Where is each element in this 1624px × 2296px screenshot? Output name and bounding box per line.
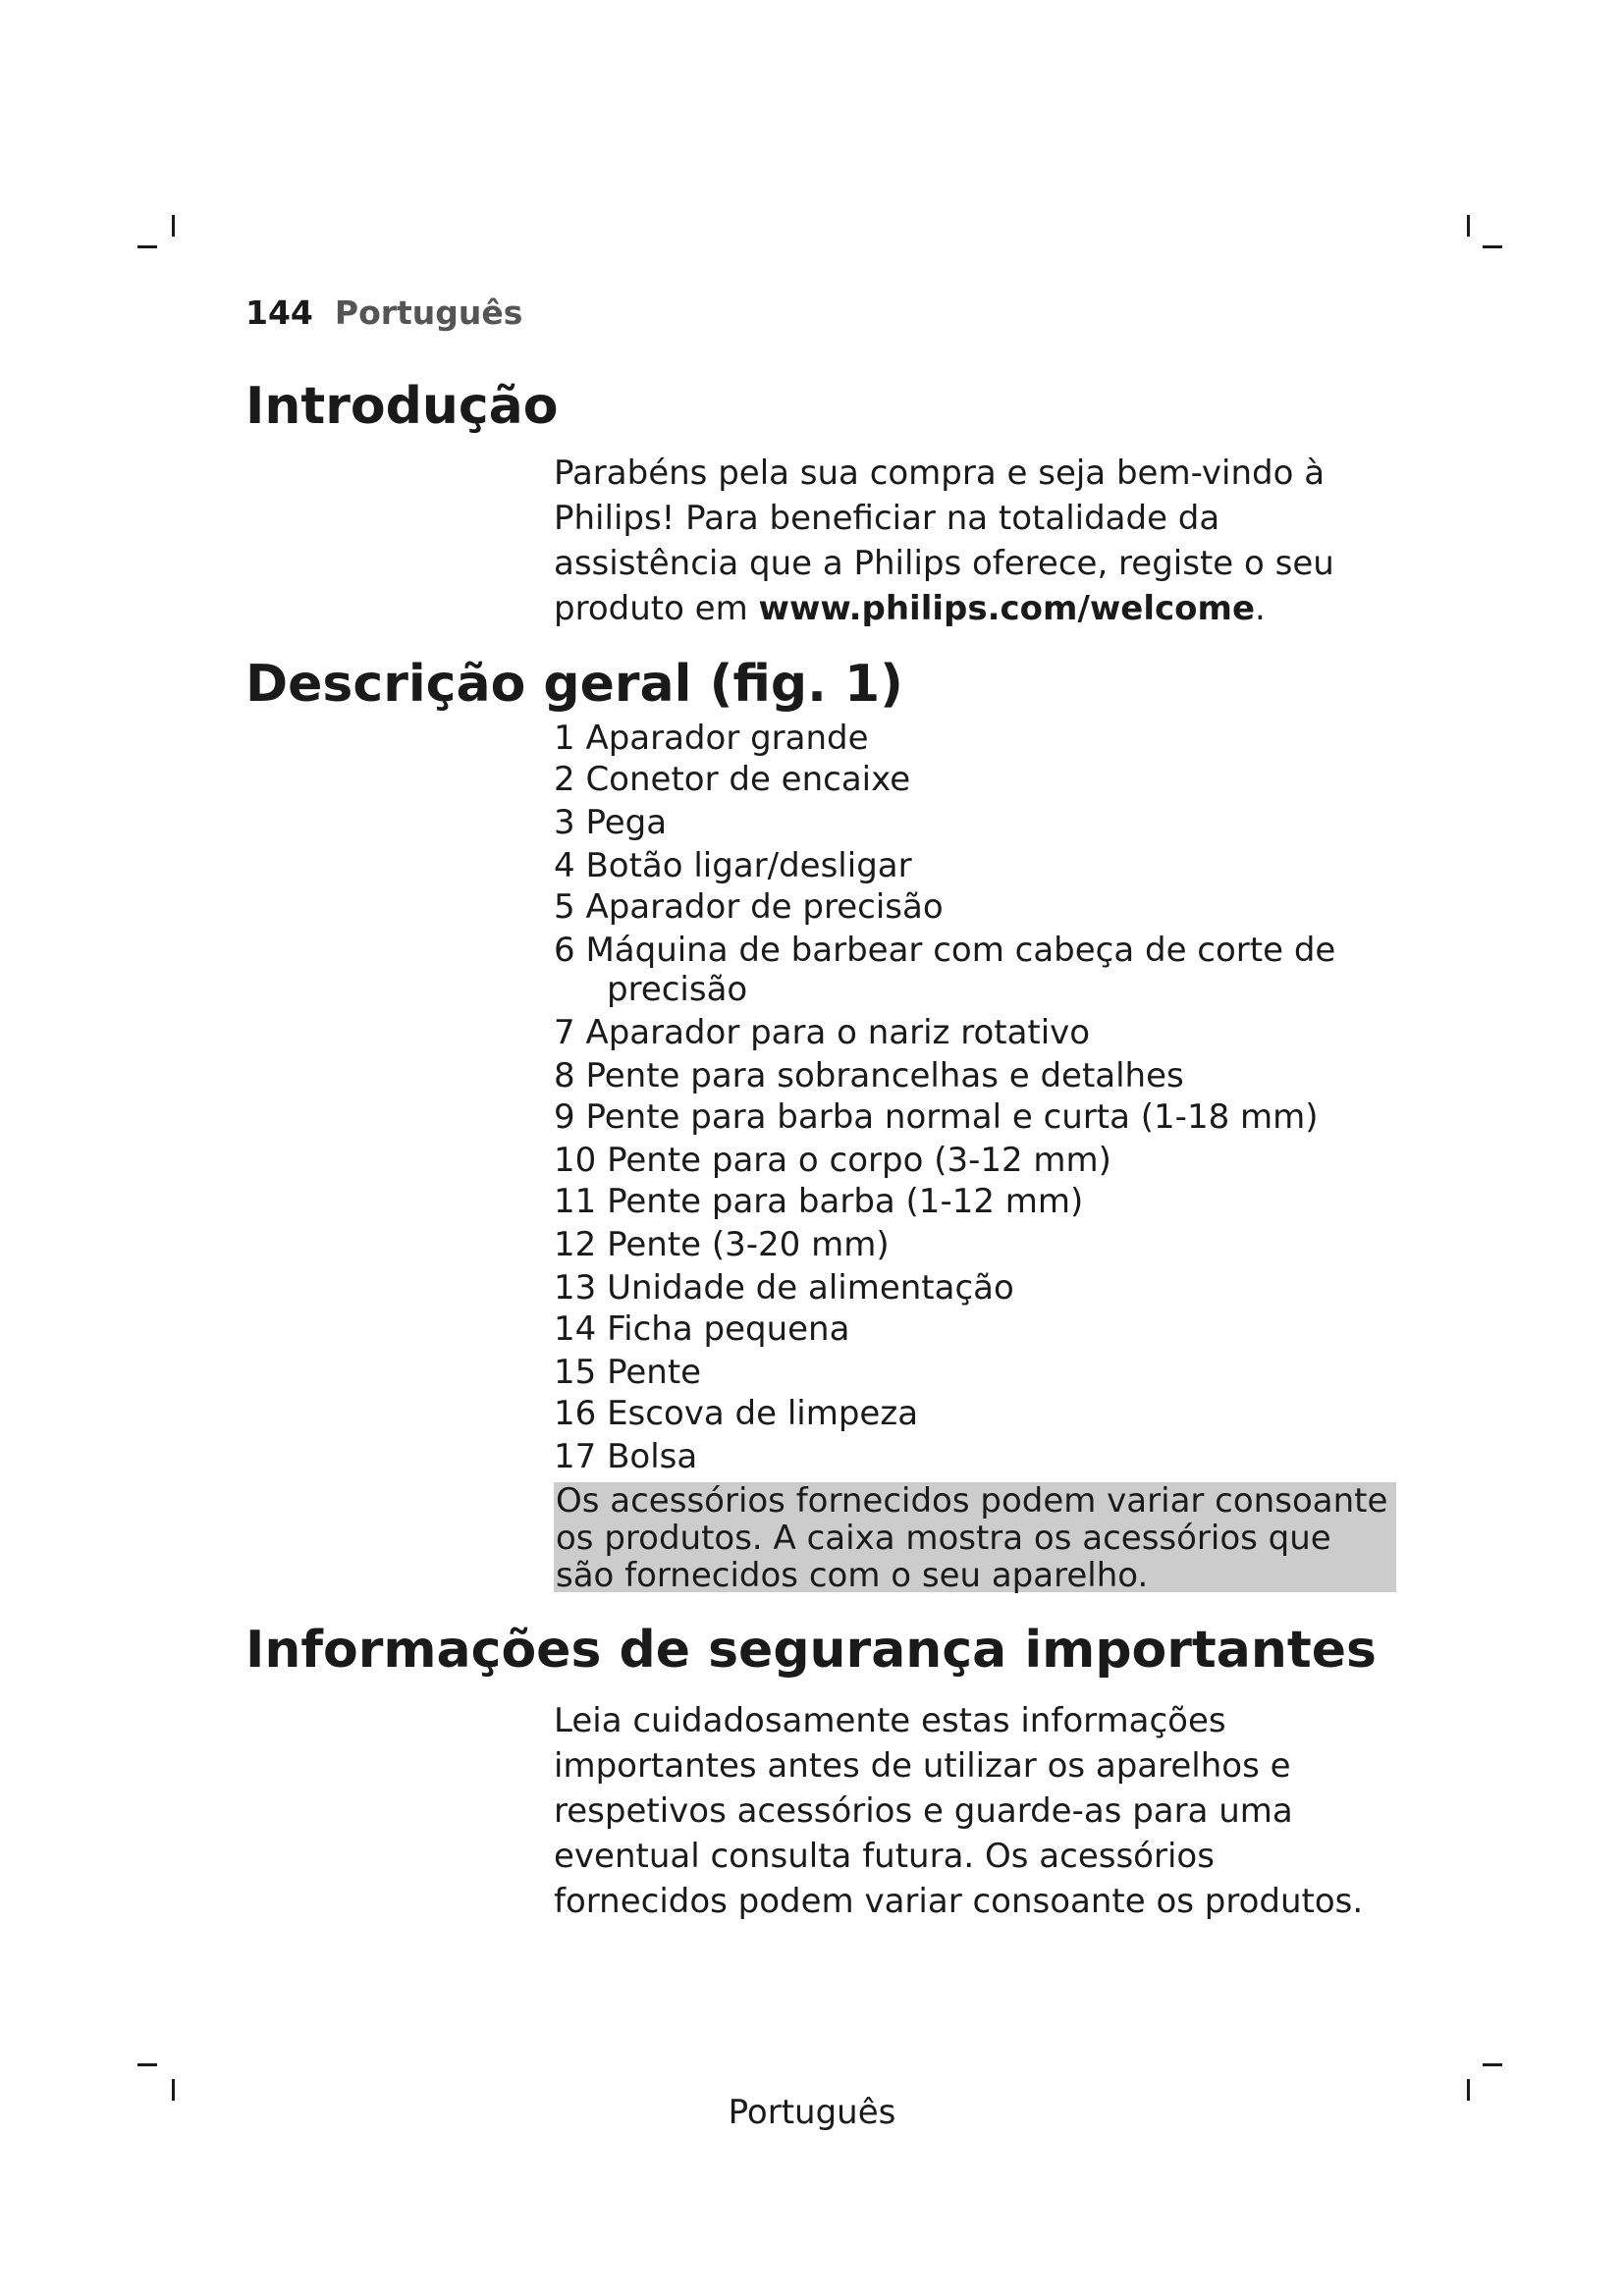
list-item: 13 Unidade de alimentação <box>554 1268 1014 1308</box>
page-number: 144 <box>245 294 313 332</box>
list-item-continuation: precisão <box>607 970 748 1009</box>
list-item-line: 6 Máquina de barbear com cabeça de corte de <box>554 931 1336 970</box>
list-item: 4 Botão ligar/desligar <box>554 846 912 885</box>
crop-mark <box>137 245 157 248</box>
crop-mark <box>1467 215 1470 237</box>
welcome-link[interactable]: www.philips.com/welcome <box>758 589 1255 628</box>
crop-mark <box>172 215 175 237</box>
overview-heading: Descrição geral (fig. 1) <box>245 655 903 714</box>
parts-list <box>554 719 1418 1476</box>
safety-heading: Informações de segurança importantes <box>245 1621 1377 1680</box>
list-item: 9 Pente para barba normal e curta (1-18 mm) <box>554 1097 1319 1137</box>
safety-paragraph: Leia cuidadosamente estas informações importantes antes de utilizar os aparelhos e respetivos acessórios e guarde-as para uma eventual consulta futura. Os acessórios fornecidos podem variar consoante os produtos. <box>554 1701 1364 1921</box>
list-item: 5 Aparador de precisão <box>554 887 944 927</box>
list-item: 2 Conetor de encaixe <box>554 760 911 799</box>
list-item: 14 Ficha pequena <box>554 1309 850 1349</box>
list-item <box>554 931 1418 1009</box>
list-item: 8 Pente para sobrancelhas e detalhes <box>554 1056 1184 1095</box>
intro-text-end: . <box>1255 589 1266 628</box>
list-item: 16 Escova de limpeza <box>554 1394 919 1433</box>
list-item: 10 Pente para o corpo (3-12 mm) <box>554 1141 1111 1180</box>
intro-paragraph <box>554 451 1398 631</box>
crop-mark <box>1483 245 1502 248</box>
crop-mark <box>137 2063 157 2066</box>
accessories-note: Os acessórios fornecidos podem variar consoante os produtos. A caixa mostra os acessórios que são fornecidos com o seu aparelho. <box>554 1482 1396 1592</box>
header-language: Português <box>334 294 523 332</box>
list-item: 12 Pente (3-20 mm) <box>554 1225 890 1264</box>
list-item: 1 Aparador grande <box>554 719 869 758</box>
list-item: 11 Pente para barba (1-12 mm) <box>554 1182 1084 1221</box>
intro-text: Parabéns pela sua compra e seja bem-vindo à Philips! Para beneficiar na totalidade da assistência que a Philips oferece, registe o seu produto em <box>554 454 1334 628</box>
running-header <box>245 294 522 332</box>
crop-mark <box>1483 2063 1502 2066</box>
intro-heading: Introdução <box>245 377 559 436</box>
list-item: 3 Pega <box>554 803 668 842</box>
list-item: 15 Pente <box>554 1353 702 1392</box>
footer-language: Português <box>728 2093 896 2132</box>
list-item: 7 Aparador para o nariz rotativo <box>554 1013 1091 1052</box>
list-item: 17 Bolsa <box>554 1437 698 1476</box>
